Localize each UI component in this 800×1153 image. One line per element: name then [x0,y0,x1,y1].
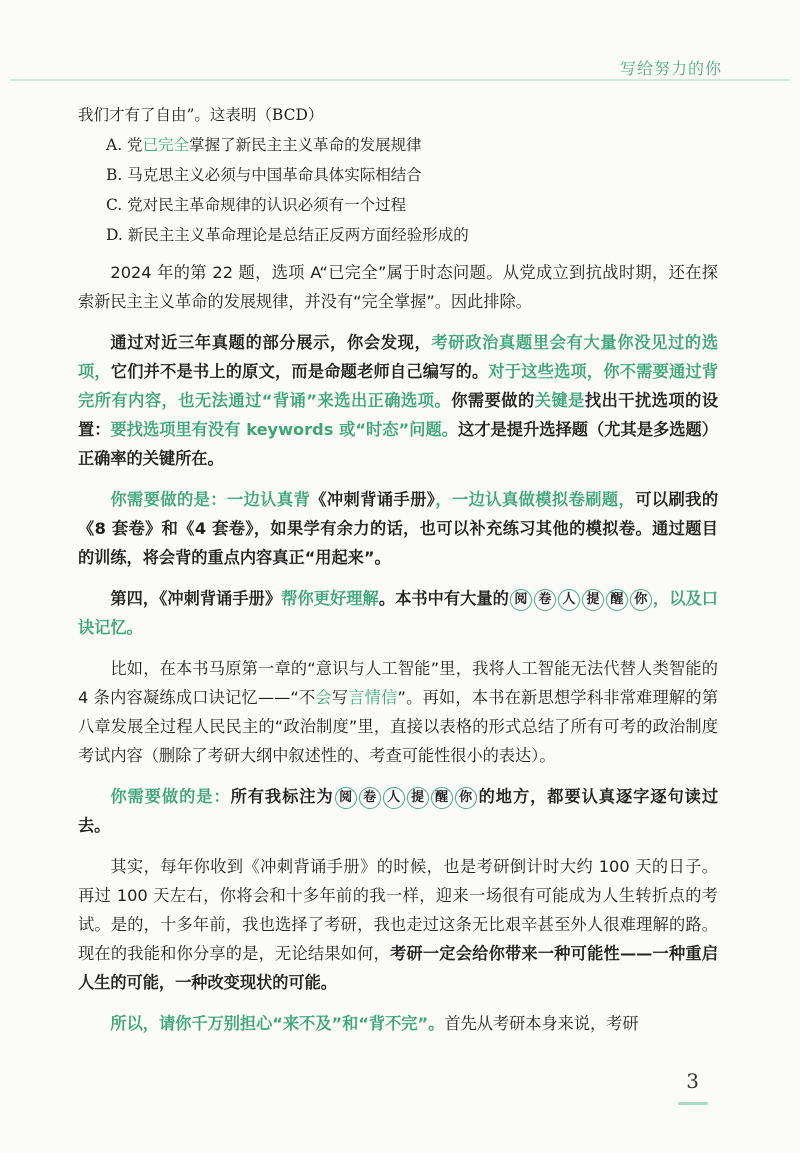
chip-char: 醒 [606,589,628,611]
reviewer-reminder-badge [334,787,478,806]
option-c: C. 党对民主革命规律的认识必须有一个过程 [106,196,407,214]
chip-char: 人 [383,787,405,809]
chip-char: 卷 [359,787,381,809]
paragraph-closing: 所以，请你千万别担心“来不及”和“背不完”。首先从考研本身来说，考研 [110,1014,639,1033]
page-content [78,100,718,1038]
paragraph-practice: 你需要做的是：一边认真背《冲刺背诵手册》，一边认真做模拟卷刷题，可以刷我的《8 套卷》和《4 套卷》，如果学有余力的话，也可以补充练习其他的模拟卷。通过题目的训练，将会背的重点内容真正“用起来”。 [78,490,719,567]
running-header-title: 写给努力的你 [619,59,722,78]
option-a: A. 党已完全掌握了新民主主义革命的发展规律 [106,136,422,154]
chip-char: 阅 [510,589,532,611]
option-a-highlight: 已完全 [142,136,190,154]
chip-char: 提 [407,787,429,809]
reviewer-reminder-badge [509,589,653,608]
paragraph-findings: 通过对近三年真题的部分展示，你会发现，考研政治真题里会有大量你没见过的选项，它们并不是书上的原文，而是命题老师自己编写的。对于这些选项，你不需要通过背完所有内容，也无法通过“背诵”来选出正确选项。你需要做的关键是找出干扰选项的设置：要找选项里有没有 keywords 或“时态”问题。这才是提升选择题（尤其是多选题）正确率的关键所在。 [78,333,719,468]
paragraph-example: 比如，在本书马原第一章的“意识与人工智能”里，我将人工智能无法代替人类智能的 4 条内容凝练成口诀记忆——“不会写言情信”。再如，本书在新思想学科非常难理解的第八章发展全过程人民民主的“政治制度”里，直接以表格的形式总结了所有可考的政治制度考试内容（删除了考研大纲中叙述性的、考查可能性很小的表达）。 [78,659,719,765]
page-number-underline [678,1102,708,1105]
paragraph-analysis: 2024 年的第 22 题，选项 A“已完全”属于时态问题。从党成立到抗战时期，还在探索新民主主义革命的发展规律，并没有“完全掌握”。因此排除。 [78,263,718,311]
page-number: 3 [686,1069,699,1093]
chip-char: 人 [558,589,580,611]
header-rule [10,79,790,81]
paragraph-instruction: 你需要做的是：所有我标注为 阅 卷 人 提 醒 你 的地方，都要认真逐字逐句读过去。 [78,787,719,835]
paragraph-fourth: 第四，《冲刺背诵手册》帮你更好理解。本书中有大量的 阅 卷 人 提 醒 你 ，以及口诀记忆。 [78,589,718,637]
chip-char: 提 [582,589,604,611]
option-d: D. 新民主主义革命理论是总结正反两方面经验形成的 [106,226,469,244]
chip-char: 卷 [534,589,556,611]
chip-char: 你 [455,787,477,809]
chip-char: 你 [630,589,652,611]
question-stem: 我们才有了自由”。这表明（BCD） [78,106,324,124]
option-b: B. 马克思主义必须与中国革命具体实际相结合 [106,166,422,184]
chip-char: 阅 [335,787,357,809]
paragraph-story: 其实，每年你收到《冲刺背诵手册》的时候，也是考研倒计时大约 100 天的日子。再过 100 天左右，你将会和十多年前的我一样，迎来一场很有可能成为人生转折点的考试。是的，十多年前，我也选择了考研，我也走过这条无比艰辛甚至外人很难理解的路。现在的我能和你分享的是，无论结果如何，考研一定会给你带来一种可能性——一种重启人生的可能，一种改变现状的可能。 [78,857,719,992]
chip-char: 醒 [431,787,453,809]
